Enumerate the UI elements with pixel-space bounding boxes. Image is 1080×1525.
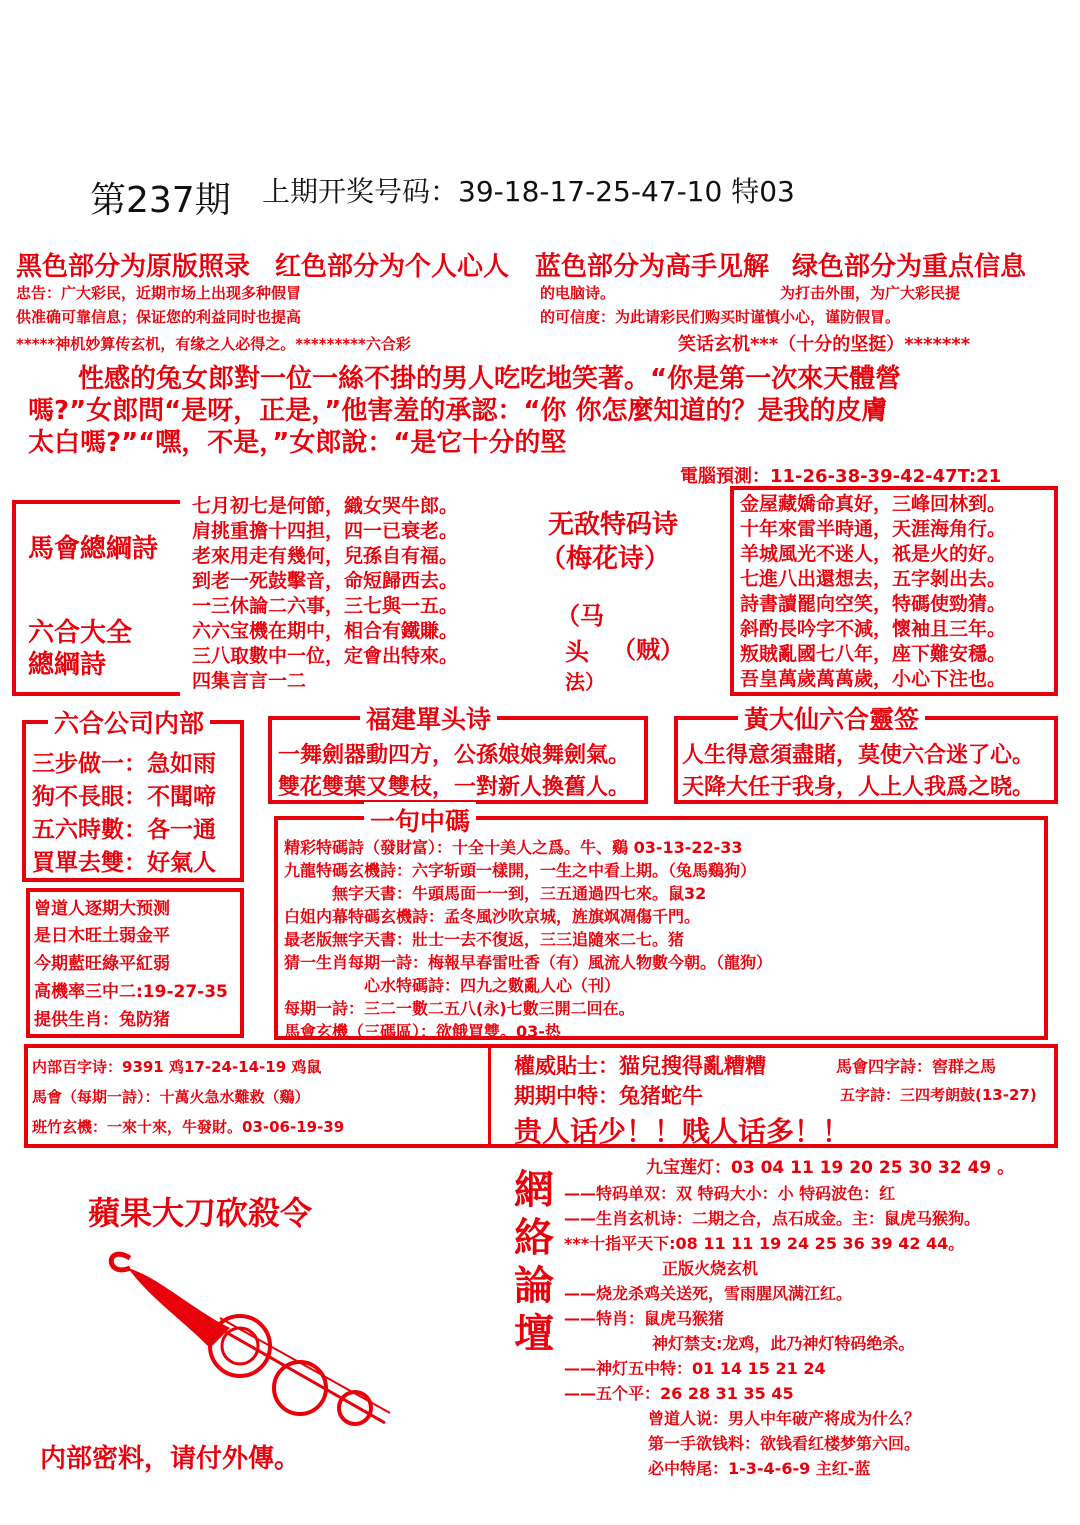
forum-line: ——特码单双：双 特码大小：小 特码波色：红 xyxy=(564,1184,896,1203)
term-value: 兔猪蛇牛 xyxy=(619,1084,703,1108)
poem-line: 羊城風光不迷人，祇是火的好。 xyxy=(740,543,1007,565)
company-box xyxy=(22,709,244,882)
yiju-line: 精彩特碼詩（發財富）：十全十美人之爲。牛、鷄 03-13-22-33 xyxy=(284,838,743,857)
forum-line: ***十指平天下:08 11 11 19 24 25 36 39 42 44。 xyxy=(564,1234,965,1253)
fujian-title: 福建單头诗 xyxy=(360,700,497,736)
forum-line: 必中特尾：1-3-4-6-9 主红-蓝 xyxy=(600,1459,871,1478)
wudi-answer-1: （马 xyxy=(556,602,604,630)
yiju-line: 最老版無字天書：壯士一去不復返，三三追隨來二七。猪 xyxy=(284,930,685,949)
yiju-line: 猜一生肖每期一詩：梅報早春雷吐香（有）風流人物數今朝。（龍狗） xyxy=(284,953,773,972)
joke-line-3: 太白嗎?”“嘿，不是，”女郎說：“是它十分的堅 xyxy=(28,428,567,458)
poem-line: 詩書讀罷向空笑，特碼使勁猜。 xyxy=(740,593,1007,615)
notice-right-3: 的可信度：为此请彩民们购买时谨慎小心，谨防假冒。 xyxy=(540,308,901,326)
huangdaxian-box xyxy=(674,705,1058,804)
banner-part-black: 黑色部分为原版照录 xyxy=(16,252,251,282)
banzhu-xuanji: 班竹玄機：一來十來，牛發財。03-06-19-39 xyxy=(32,1118,345,1136)
notice-right-1: 的电脑诗。 xyxy=(540,284,616,302)
zengdao-title: 曾道人逐期大预测 xyxy=(34,899,170,919)
company-title: 六合公司内部 xyxy=(48,704,210,740)
right-poem xyxy=(740,492,1006,692)
forum-line: 神灯禁支:龙鸡，此乃神灯特码绝杀。 xyxy=(604,1334,915,1353)
poem-line: 一三休論二六事，三七與一五。 xyxy=(192,595,459,617)
banner-part-red: 红色部分为个人心人 xyxy=(275,252,510,282)
yiju-line: 無字天書：牛頭馬面一一到，三五通過四七來。鼠32 xyxy=(284,884,707,903)
forum-line: ——神灯五中特：01 14 15 21 24 xyxy=(564,1359,826,1378)
banner-part-green: 绿色部分为重点信息 xyxy=(792,252,1027,282)
fujian-line-1: 一舞劍器動四方，公孫娘娘舞劍氣。 xyxy=(278,743,631,768)
apple-footer: 内部密料，请付外傳。 xyxy=(40,1444,301,1474)
huangdaxian-line-1: 人生得意須盡賭，莫使六合迷了心。 xyxy=(682,743,1035,768)
poem-line: 到老一死鼓擊音，命短歸西去。 xyxy=(192,570,459,592)
five-char-poem: 五字詩：三四考朗鼓(13-27) xyxy=(840,1086,1037,1104)
forum-line: ——五个平：26 28 31 35 45 xyxy=(564,1384,794,1403)
slogan: 贵人话少！！贱人话多！！ xyxy=(514,1115,851,1148)
poem-line: 叛賊亂國七八年，座下難安穩。 xyxy=(740,643,1007,665)
forum-line: ——烧龙杀鸡关送死，雪雨腥风满江红。 xyxy=(564,1284,853,1303)
banner-part-blue: 蓝色部分为高手见解 xyxy=(535,252,770,282)
forum-line: 第一手欲钱料：欲钱看红楼梦第六回。 xyxy=(600,1434,921,1453)
poem-line: 七月初七是何節，織女哭牛郎。 xyxy=(192,495,459,517)
fujian-box xyxy=(268,705,648,804)
forum-line: 九宝莲灯：03 04 11 19 20 25 30 32 49 。 xyxy=(646,1158,1015,1178)
company-line: 狗不長眼：不聞啼 xyxy=(32,784,216,810)
zengdao-line: 今期藍旺綠平紅弱 xyxy=(34,954,170,974)
joke-line-2: 嗎?”女郎問“是呀，正是，”他害羞的承認：“你 你怎麼知道的？是我的皮膚 xyxy=(28,396,888,426)
tips-label: 權威貼士： xyxy=(514,1054,619,1078)
forum-vertical-title: 網絡論壇 xyxy=(514,1167,554,1357)
wudi-answer-2: 头 xyxy=(565,638,589,666)
huangdaxian-line-2: 天降大任于我身，人上人我爲之晓。 xyxy=(682,775,1035,800)
poem-line: 肩挑重擔十四担，四一已衰老。 xyxy=(192,520,459,542)
zengdao-line: 是日木旺土弱金平 xyxy=(34,926,170,946)
last-draw-label: 上期开奖号码： xyxy=(262,175,459,208)
yiju-line: 九龍特碼玄機詩：六字斩頭一樣開，一生之中看上期。（兔馬鷄狗） xyxy=(284,861,757,880)
yiju-line: 心水特碼詩：四九之數亂人心（刊） xyxy=(284,976,621,995)
computer-forecast: 電腦預測：11-26-38-39-42-47T:21 xyxy=(680,466,1002,487)
company-line: 買單去雙：好氣人 xyxy=(32,850,216,876)
mahui-weekly: 馬會（每期一詩）：十萬火急水難救（鷄） xyxy=(32,1088,310,1106)
bottom-divider xyxy=(488,1048,491,1144)
notice-line-2: 供准确可靠信息；保证您的利益同时也提高 xyxy=(16,308,302,326)
yijuzhongma-box xyxy=(274,807,1048,1041)
fujian-line-2: 雙花雙葉又雙枝，一對新人換舊人。 xyxy=(278,775,631,800)
internal-poem: 内部百字诗：9391 鸡17-24-14-19 鸡鼠 xyxy=(32,1058,322,1076)
forum-line: ——生肖玄机诗：二期之合，点石成金。主：鼠虎马猴狗。 xyxy=(564,1209,981,1228)
poem-line: 金屋藏嬌命真好，三峰回林到。 xyxy=(740,493,1007,515)
company-line: 三步做一：急如雨 xyxy=(32,751,216,777)
poem-line: 斜酌長吟字不減，懷袖且三年。 xyxy=(740,618,1007,640)
zengdao-line: 高機率三中二:19-27-35 xyxy=(34,982,228,1002)
wudi-title: 无敌特码诗 xyxy=(548,510,679,540)
motto-right: 笑话玄机***（十分的坚挺）******* xyxy=(678,334,971,355)
issue-number: 第237期 xyxy=(90,180,231,221)
yijuzhongma-title: 一句中碼 xyxy=(364,802,476,838)
poem-line: 七進八出還想去，五字剝出去。 xyxy=(740,568,1007,590)
poem-line: 三八取數中一位，定會出特來。 xyxy=(192,645,459,667)
poem-line: 十年來雷半時通，天涯海角行。 xyxy=(740,518,1007,540)
yiju-line: 白姐内幕特碼玄機詩：孟冬風沙吹京城，旌旗飒凋傷千門。 xyxy=(284,907,701,926)
term-label: 期期中特： xyxy=(514,1084,619,1108)
company-line: 五六時數：各一通 xyxy=(32,817,216,843)
forum-content xyxy=(564,1156,1014,1481)
mid-poem xyxy=(192,494,532,692)
zengdao-box xyxy=(26,888,244,1038)
term-special xyxy=(514,1080,703,1110)
wudi-subtitle: （梅花诗） xyxy=(540,544,671,574)
last-draw-special: 特03 xyxy=(731,175,795,208)
tips xyxy=(514,1050,766,1080)
poem-line: 六六宝機在期中，相合有鐵賺。 xyxy=(192,620,459,642)
bottom-info-box xyxy=(24,1044,1058,1148)
sword-icon xyxy=(100,1238,400,1428)
poem-line: 吾皇萬歲萬萬歲，小心下注也。 xyxy=(740,668,1007,690)
notice-right-2: 为打击外围，为广大彩民提 xyxy=(780,284,961,302)
mahui-poem-title: 馬會總綱詩 xyxy=(28,534,159,564)
wudi-answer-4: 法） xyxy=(565,670,605,694)
forum-line: 正版火烧玄机 xyxy=(614,1259,759,1278)
notice-line-1: 忠告：广大彩民，近期市场上出现多种假冒 xyxy=(16,284,302,302)
liuhe-poem-title-2: 總綱詩 xyxy=(28,650,107,680)
poem-line: 老來用走有幾何，兒孫自有福。 xyxy=(192,545,459,567)
joke-line-1: 性感的兔女郎對一位一絲不掛的男人吃吃地笑著。“你是第一次來天體營 xyxy=(78,364,902,394)
yiju-line: 馬會玄機（三碼區）：欲餓買雙。03-热 xyxy=(284,1022,561,1041)
last-draw xyxy=(262,170,795,210)
tips-value: 猫兒搜得亂糟糟 xyxy=(619,1054,766,1078)
yiju-line: 每期一詩：三二一數二五八(永)七數三開二回在。 xyxy=(284,999,635,1018)
last-draw-numbers: 39-18-17-25-47-10 xyxy=(458,175,723,208)
apple-title: 蘋果大刀砍殺令 xyxy=(88,1194,313,1232)
huangdaxian-title: 黃大仙六合靈签 xyxy=(738,700,925,736)
poem-line: 四集言言一二 xyxy=(192,670,307,692)
forum-line: 曾道人说：男人中年破产将成为什么？ xyxy=(600,1409,921,1428)
liuhe-poem-title-1: 六合大全 xyxy=(28,618,133,648)
mahui-four-char: 馬會四字詩：窖群之馬 xyxy=(836,1057,997,1076)
forum-line: ——特肖：鼠虎马猴猪 xyxy=(564,1309,725,1328)
zengdao-line: 提供生肖：兔防猪 xyxy=(34,1010,170,1030)
motto-left: *****神机妙算传玄机，有缘之人必得之。*********六合彩 xyxy=(16,335,411,353)
wudi-answer-3: （贼） xyxy=(612,636,684,664)
